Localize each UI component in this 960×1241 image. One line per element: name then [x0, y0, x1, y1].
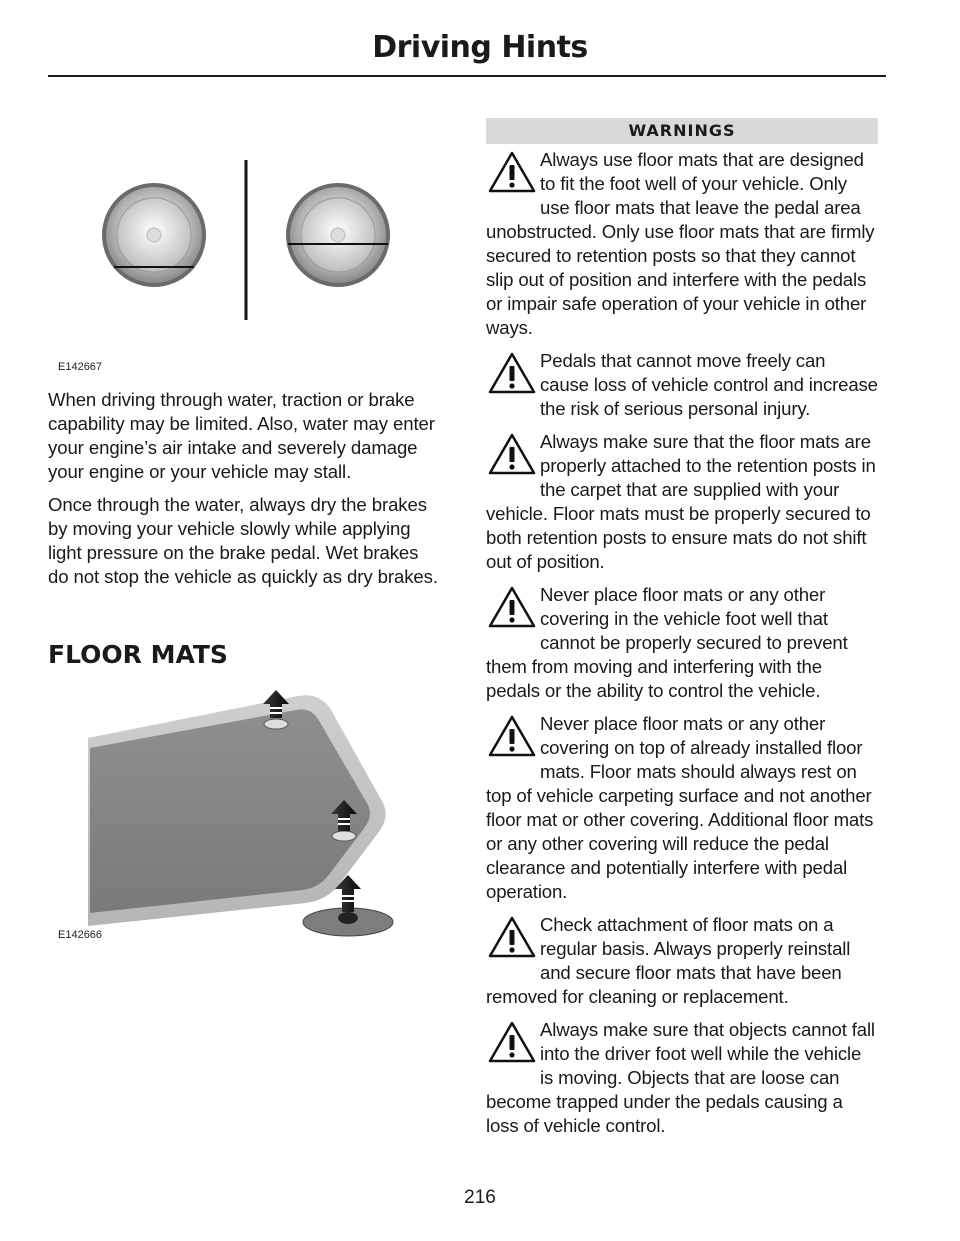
warning-text: Check attachment of floor mats on a regular basis. Always properly reinstall and secure floor mats that have been removed for cleaning or replacement.: [486, 914, 851, 1007]
floor-mat-illustration: [48, 688, 428, 950]
water-level-wheel-illustration: [48, 150, 428, 375]
warning-triangle-icon: [486, 583, 538, 635]
section-title: FLOOR MATS: [48, 640, 228, 669]
header-rule: [48, 75, 886, 77]
figure-id: E142667: [58, 361, 103, 373]
warning-triangle-icon: [486, 349, 538, 401]
warning-text: Never place floor mats or any other covering on top of already installed floor mats. Floor mats should always rest on top of vehicle carpeting surface and not another floor mat or other covering. Additional floor mats or any other covering will reduce the pedal clearance and potentially interfere with pedal operation.: [486, 713, 874, 902]
warning-text: Always use floor mats that are designed to fit the foot well of your vehicle. Only use floor mats that leave the pedal area unobstructed. Only use floor mats that are firmly secured to retention posts so that they cannot slip out of position and interfere with the pedals or impair safe operation of your vehicle in other ways.: [486, 149, 875, 338]
warning-text: Pedals that cannot move freely can cause loss of vehicle control and increase the risk of serious personal injury.: [540, 350, 878, 419]
warnings-list: [486, 148, 878, 1147]
warning-item: [486, 349, 878, 421]
warning-triangle-icon: [486, 712, 538, 764]
paragraph: When driving through water, traction or brake capability may be limited. Also, water may enter your engine’s air intake and severely damage your engine or your vehicle may stall.: [48, 389, 435, 482]
figure-id: E142666: [58, 929, 103, 941]
warning-item: [486, 430, 878, 574]
warning-triangle-icon: [486, 1018, 538, 1070]
warning-item: [486, 913, 878, 1009]
warning-item: [486, 583, 878, 703]
page-title: Driving Hints: [372, 30, 588, 65]
warning-item: [486, 148, 878, 340]
wheel-left: [102, 183, 206, 287]
warning-item: [486, 712, 878, 904]
warning-text: Always make sure that the floor mats are properly attached to the retention posts in the carpet that are supplied with your vehicle. Floor mats must be properly secured to both retention posts to ensure mats do not shift out of position.: [486, 431, 876, 572]
warnings-heading: WARNINGS: [486, 118, 878, 144]
warning-text: Always make sure that objects cannot fall into the driver foot well while the vehicle is moving. Objects that are loose can become trapped under the pedals causing a loss of vehicle control.: [486, 1019, 875, 1136]
warning-item: [486, 1018, 878, 1138]
warning-triangle-icon: [486, 148, 538, 200]
warning-text: Never place floor mats or any other covering in the vehicle foot well that cannot be properly secured to prevent them from moving and interfering with the pedals or the ability to control the vehicle.: [486, 584, 848, 701]
warning-triangle-icon: [486, 913, 538, 965]
warning-triangle-icon: [486, 430, 538, 482]
paragraph: Once through the water, always dry the brakes by moving your vehicle slowly while applying light pressure on the brake pedal. Wet brakes do not stop the vehicle as quickly as dry brakes.: [48, 494, 438, 587]
page-number: 216: [464, 1187, 496, 1208]
wheel-right: [286, 183, 390, 287]
left-column: [48, 388, 438, 598]
